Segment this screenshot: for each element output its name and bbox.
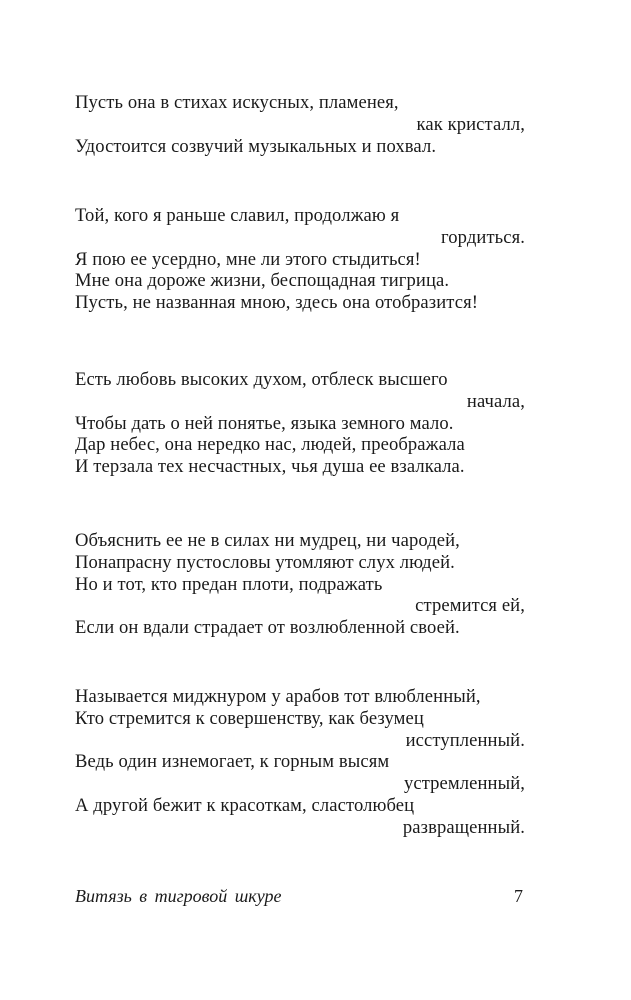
- verse-line: Понапрасну пустословы утомляют слух людей.: [75, 551, 455, 573]
- verse-line: Кто стремится к совершенству, как безумец: [75, 707, 424, 729]
- verse-line: Пусть она в стихах искусных, пламенея,: [75, 92, 399, 113]
- running-title: Витязь в тигровой шкуре: [75, 886, 282, 906]
- stanza-4: [75, 530, 525, 639]
- verse-line: Есть любовь высоких духом, отблеск высшего: [75, 369, 448, 390]
- verse-line: Удостоится созвучий музыкальных и похвал.: [75, 135, 437, 157]
- verse-line-continuation: начала,: [466, 390, 525, 412]
- verse-line-continuation: стремится ей,: [415, 595, 525, 617]
- verse-line: И терзала тех несчастных, чья душа ее взалкала.: [75, 456, 465, 478]
- verse-line-continuation: развращенный.: [402, 816, 525, 838]
- stanza-3: [75, 369, 525, 478]
- verse-line: Мне она дороже жизни, беспощадная тигрица.: [75, 270, 450, 292]
- stanza-1: [75, 92, 525, 157]
- verse-line: Дар небес, она нередко нас, людей, преображала: [75, 434, 465, 456]
- verse-line: Той, кого я раньше славил, продолжаю я: [75, 205, 400, 226]
- verse-line: Я пою ее усердно, мне ли этого стыдиться!: [75, 248, 421, 270]
- stanza-5: [75, 686, 525, 839]
- verse-line: Но и тот, кто предан плоти, подражать: [75, 573, 383, 595]
- verse-line-continuation: гордиться.: [441, 226, 525, 248]
- verse-line: Чтобы дать о ней понятье, языка земного мало.: [75, 412, 454, 434]
- verse-line: А другой бежит к красоткам, сластолюбец: [75, 794, 415, 816]
- verse-line: Если он вдали страдает от возлюбленной своей.: [75, 617, 460, 639]
- page-number: 7: [514, 886, 523, 906]
- verse-line: Называется миджнуром у арабов тот влюбленный,: [75, 686, 481, 707]
- verse-line: Объяснить ее не в силах ни мудрец, ни чародей,: [75, 530, 460, 551]
- book-page: [75, 0, 525, 1000]
- verse-line: Ведь один изнемогает, к горным высям: [75, 751, 390, 773]
- verse-line-continuation: как кристалл,: [416, 113, 525, 135]
- stanza-2: [75, 205, 525, 314]
- verse-line-continuation: исступленный.: [405, 729, 525, 751]
- verse-line-continuation: устремленный,: [403, 773, 525, 795]
- verse-line: Пусть, не названная мною, здесь она отобразится!: [75, 292, 479, 314]
